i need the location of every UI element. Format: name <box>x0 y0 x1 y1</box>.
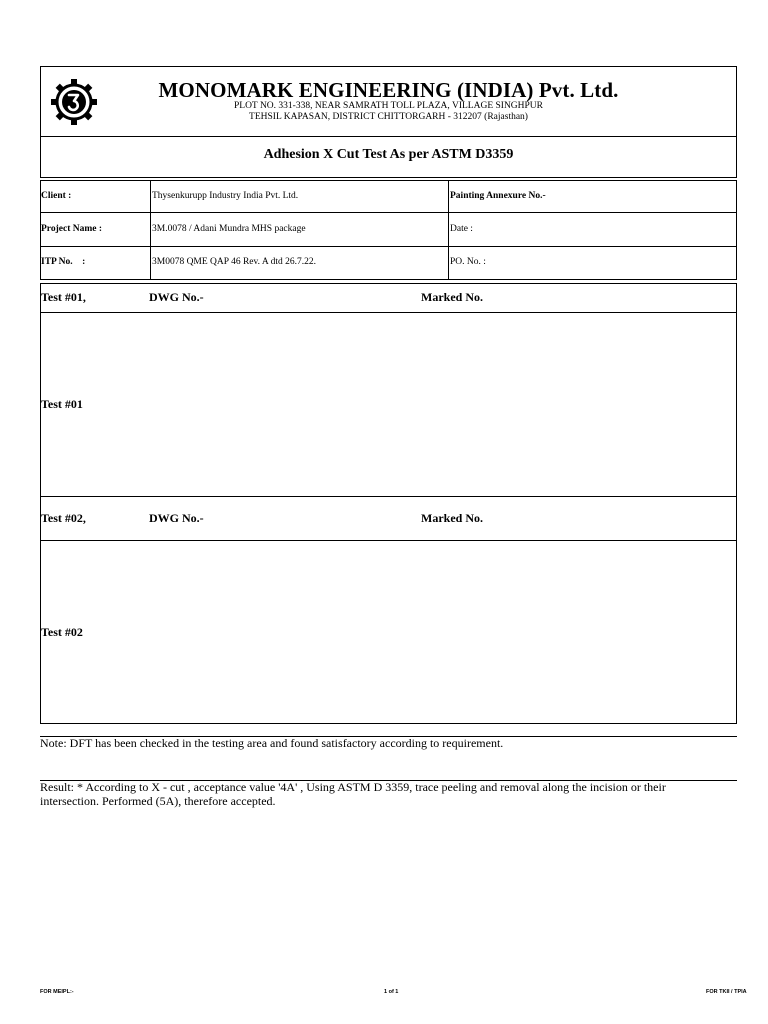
test-divider <box>40 540 737 541</box>
info-row-divider <box>40 212 737 213</box>
itp-value: 3M0078 QME QAP 46 Rev. A dtd 26.7.22. <box>152 257 316 267</box>
address-line-1: PLOT NO. 331-338, NEAR SAMRATH TOLL PLAZA, VILLAGE SINGHPUR <box>233 101 544 111</box>
tests-table <box>40 283 737 724</box>
address-line-2: TEHSIL KAPASAN, DISTRICT CHITTORGARH - 312207 (Rajasthan) <box>249 112 528 122</box>
test-1-marked-label: Marked No. <box>421 290 483 304</box>
note-text: Note: DFT has been checked in the testing area and found satisfactory according to requirement. <box>40 736 504 750</box>
footer-left: FOR MEIPL:- <box>40 989 74 995</box>
test-2-body-label: Test #02 <box>41 625 83 639</box>
painting-annexure-label: Painting Annexure No.- <box>450 191 546 201</box>
info-table <box>40 180 737 280</box>
footer-page-number: 1 of 1 <box>384 989 399 995</box>
client-value: Thysenkurupp Industry India Pvt. Ltd. <box>152 191 299 201</box>
company-name: MONOMARK ENGINEERING (INDIA) Pvt. Ltd. <box>158 78 619 102</box>
test-divider <box>40 312 737 313</box>
client-label: Client : <box>41 191 72 201</box>
test-2-header: Test #02, <box>41 511 86 525</box>
date-label: Date : <box>450 224 473 234</box>
footer-right: FOR TKII / TPIA <box>706 989 747 995</box>
po-label: PO. No. : <box>450 257 486 267</box>
project-name-label: Project Name : <box>41 224 103 234</box>
test-1-body-label: Test #01 <box>41 397 83 411</box>
result-text: Result: * According to X - cut , acceptance value '4A' , Using ASTM D 3359, trace peeling and removal along the incision or their intersection. Performed (5A), therefore accepted. <box>40 780 666 808</box>
info-col-divider <box>150 180 151 280</box>
project-name-value: 3M.0078 / Adani Mundra MHS package <box>152 224 306 234</box>
test-1-dwg-label: DWG No.- <box>149 290 204 304</box>
form-title: Adhesion X Cut Test As per ASTM D3359 <box>263 147 514 162</box>
info-col-divider <box>448 180 449 280</box>
test-divider <box>40 496 737 497</box>
test-1-header: Test #01, <box>41 290 86 304</box>
info-row-divider <box>40 246 737 247</box>
test-2-dwg-label: DWG No.- <box>149 511 204 525</box>
test-2-marked-label: Marked No. <box>421 511 483 525</box>
header-divider <box>40 136 737 137</box>
itp-label: ITP No. : <box>41 257 86 267</box>
